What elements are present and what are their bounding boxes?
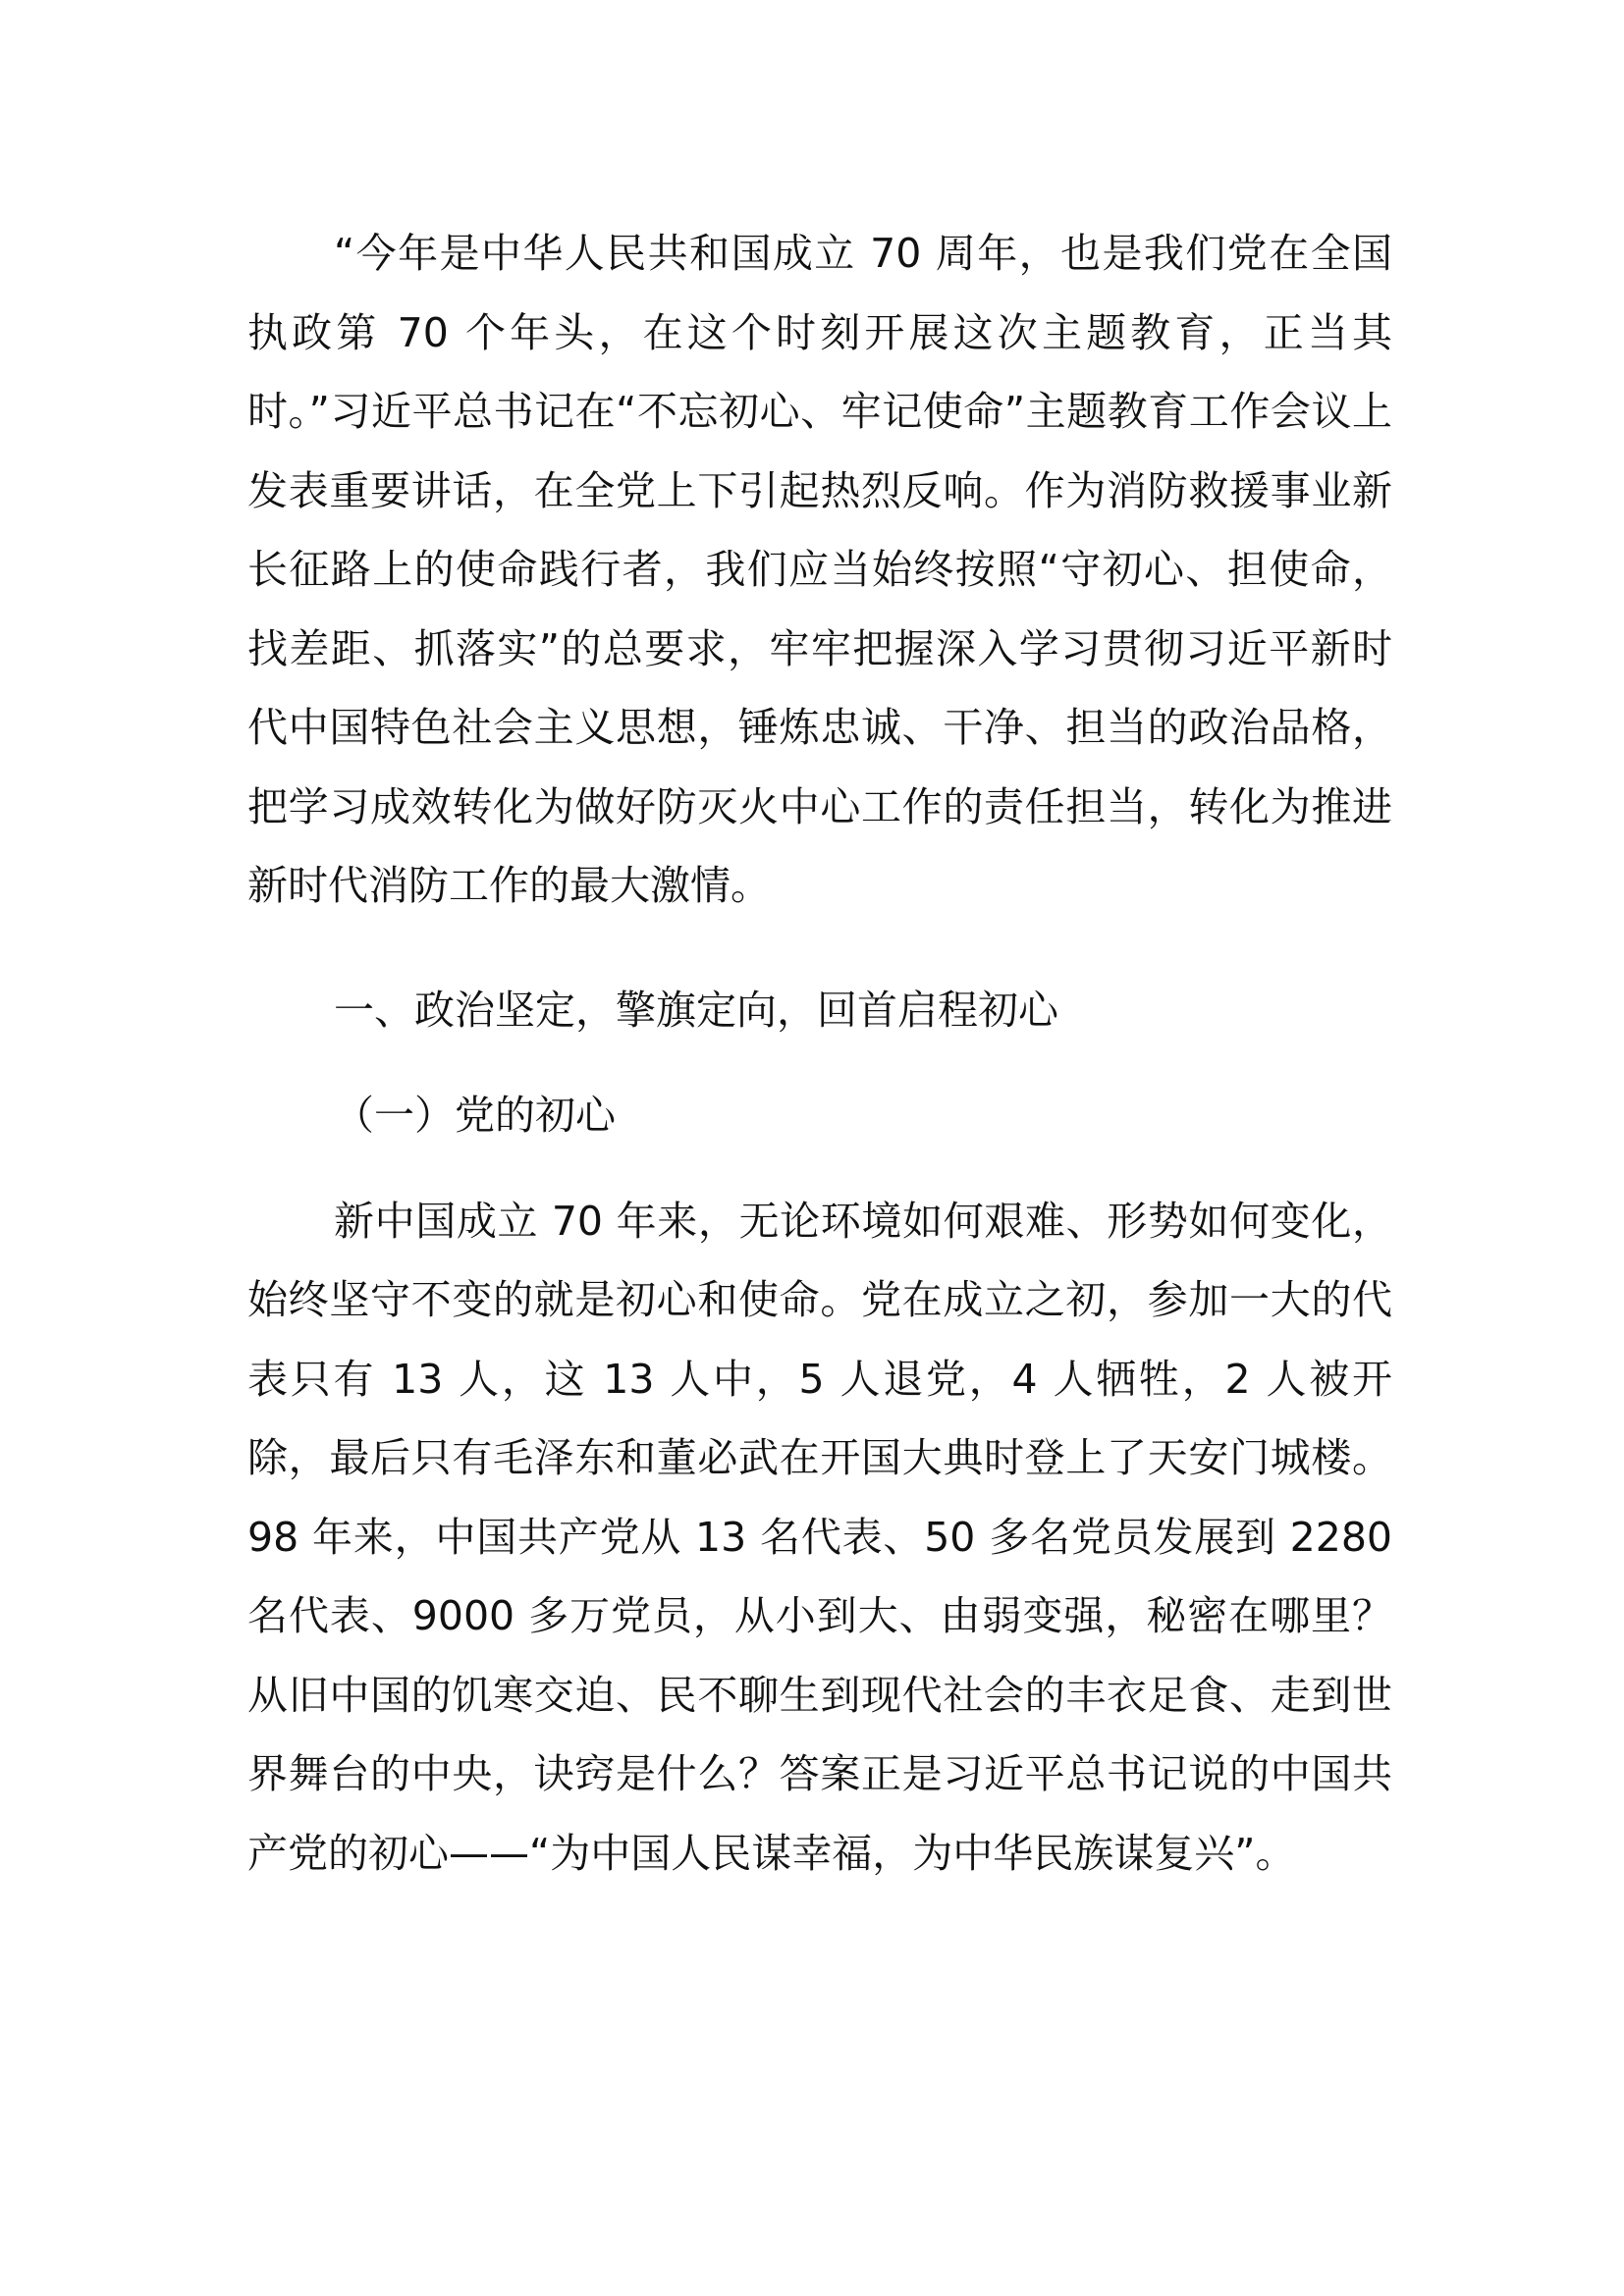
spacer xyxy=(247,1155,1392,1182)
document-body xyxy=(247,214,1392,1893)
body-paragraph: 新中国成立 70 年来，无论环境如何艰难、形势如何变化，始终坚守不变的就是初心和使命。党在成立之初，参加一大的代表只有 13 人，这 13 人中，5 人退党，4 人牺牲，2 人被开除，最后只有毛泽东和董必武在开国大典时登上了天安门城楼。98 年来，中国共产党从 13 名代表、50 多名党员发展到 2280 名代表、9000 多万党员，从小到大、由弱变强，秘密在哪里？从旧中国的饥寒交迫、民不聊生到现代社会的丰衣足食、走到世界舞台的中央，诀窍是什么？答案正是习近平总书记说的中国共产党的初心——“为中国人民谋幸福，为中华民族谋复兴”。 xyxy=(247,1197,1392,1877)
intro-paragraph: “今年是中华人民共和国成立 70 周年，也是我们党在全国执政第 70 个年头，在这个时刻开展这次主题教育，正当其时。”习近平总书记在“不忘初心、牢记使命”主题教育工作会议上发表重要讲话，在全党上下引起热烈反响。作为消防救援事业新长征路上的使命践行者，我们应当始终按照“守初心、担使命，找差距、抓落实”的总要求，牢牢把握深入学习贯彻习近平新时代中国特色社会主义思想，锤炼忠诚、干净、担当的政治品格，把学习成效转化为做好防灭火中心工作的责任担当，转化为推进新时代消防工作的最大激情。 xyxy=(247,230,1392,909)
subsection-heading: （一）党的初心 xyxy=(334,1092,616,1139)
spacer xyxy=(247,926,1392,971)
section-heading: 一、政治坚定，擎旗定向，回首启程初心 xyxy=(334,986,1058,1034)
spacer xyxy=(247,1049,1392,1076)
